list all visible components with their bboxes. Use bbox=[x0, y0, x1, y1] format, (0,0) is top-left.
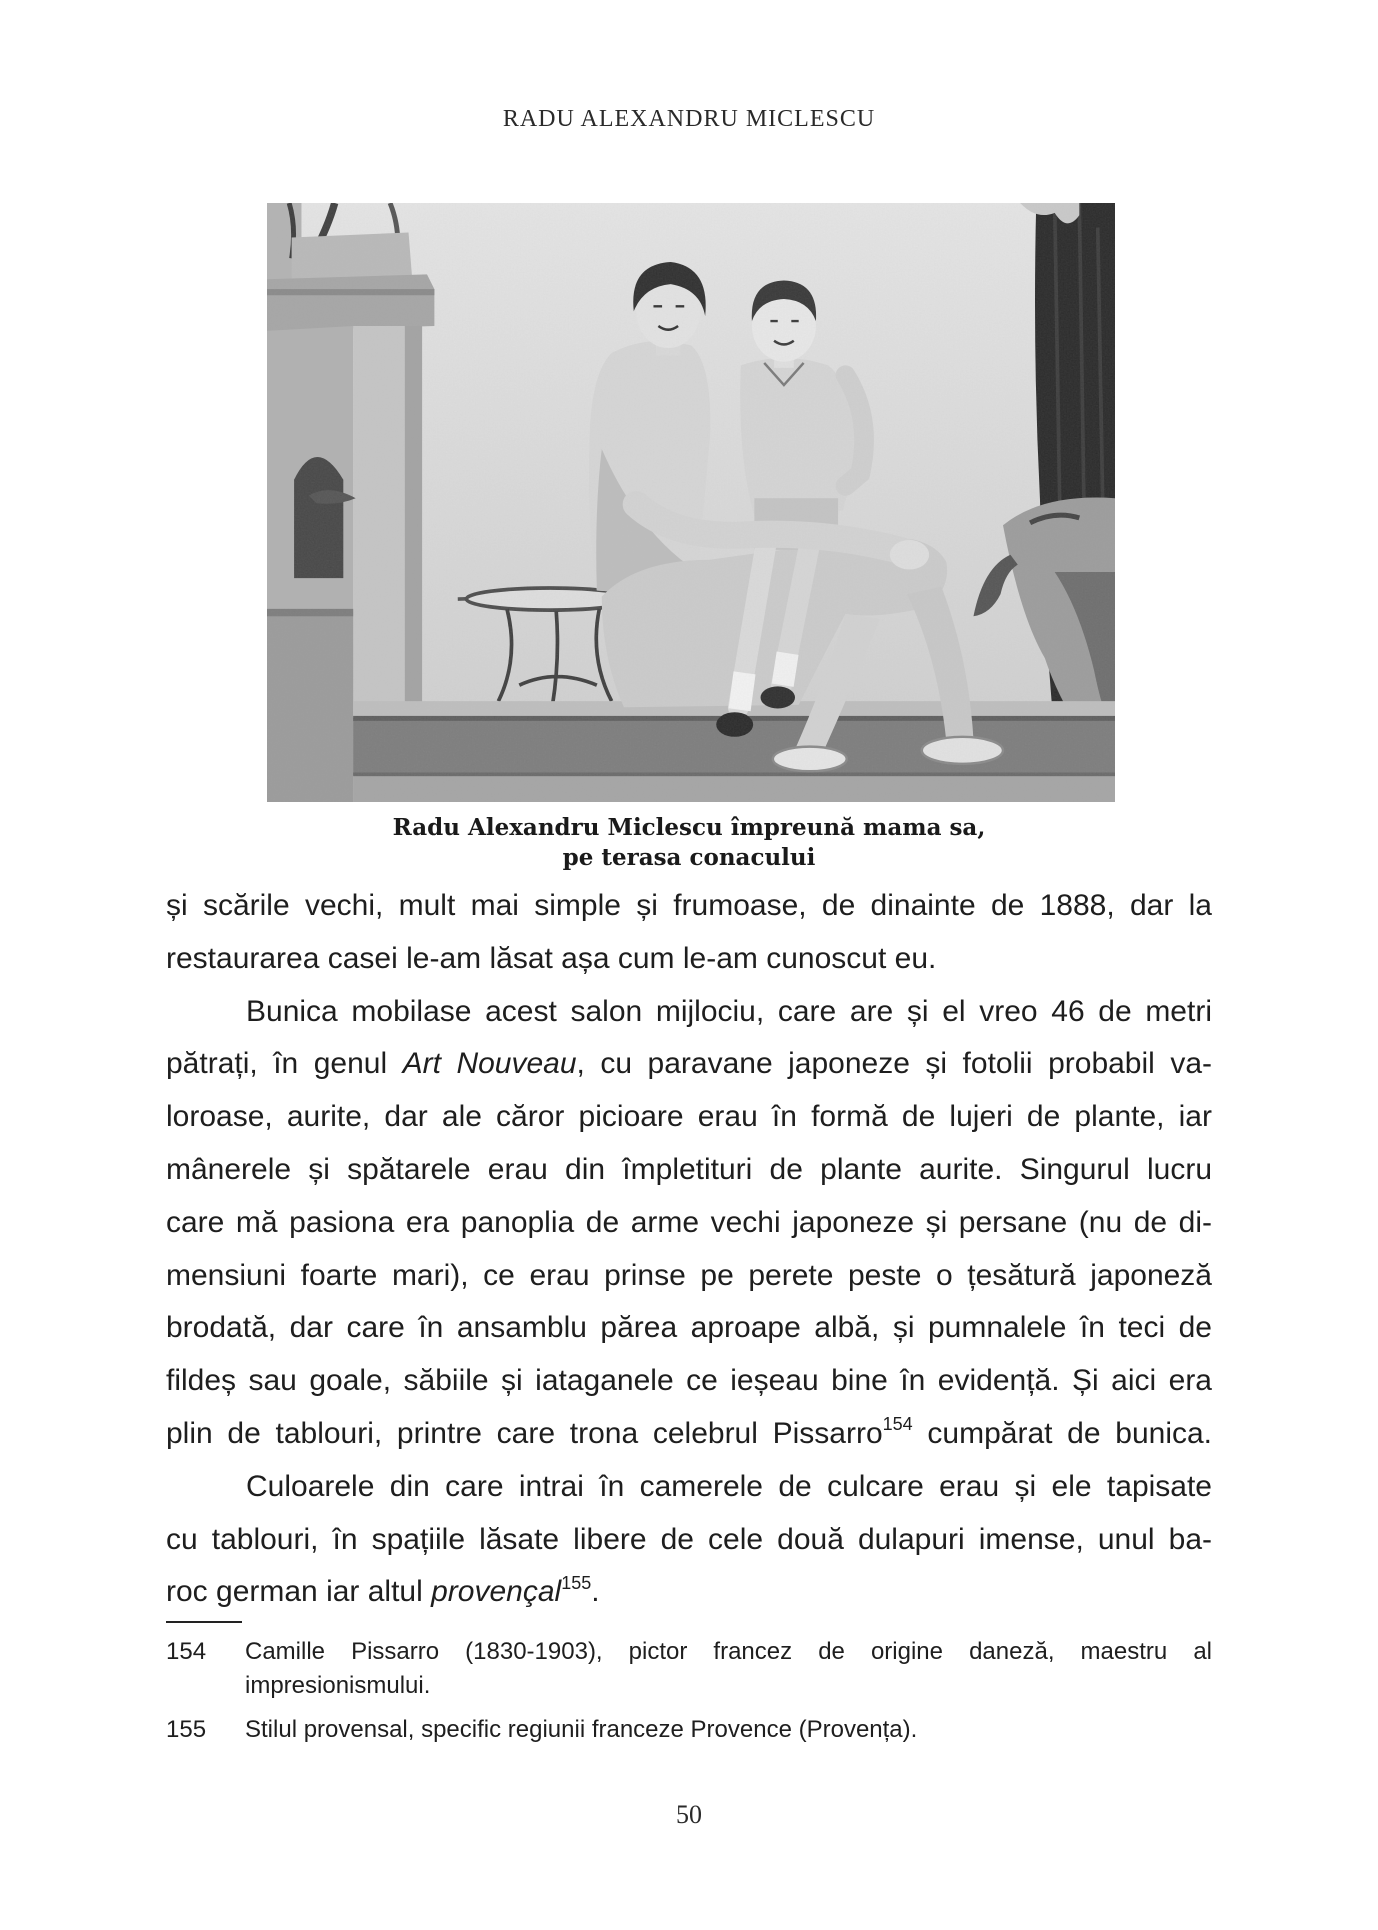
line-text: roc german iar altul bbox=[166, 1575, 432, 1609]
body-line bbox=[166, 1197, 1212, 1250]
line-text: cu tablouri, în spațiile lăsate libere de cele două dulapuri imense, unul ba- bbox=[166, 1522, 1212, 1556]
line-text: brodată, dar care în ansamblu părea aproape albă, și pumnalele în teci de bbox=[166, 1311, 1212, 1345]
line-text: loroase, aurite, dar ale căror picioare erau în formă de lujeri de plante, iar bbox=[166, 1100, 1212, 1134]
footnote-text bbox=[245, 1635, 1212, 1703]
body-line bbox=[166, 1302, 1212, 1355]
line-text: pătrați, în genul bbox=[166, 1047, 403, 1081]
line-text: restaurarea casei le-am lăsat așa cum le-am cunoscut eu. bbox=[166, 941, 937, 975]
italic-term: provençal bbox=[431, 1575, 562, 1609]
photo-grain bbox=[267, 203, 1115, 802]
body-line bbox=[166, 1038, 1212, 1091]
caption-line-1: Radu Alexandru Miclescu împreună mama sa, bbox=[392, 814, 986, 841]
body-line bbox=[166, 1514, 1212, 1567]
body-line bbox=[166, 1408, 1212, 1461]
line-text: plin de tablouri, printre care trona celebrul Pissarro bbox=[166, 1416, 883, 1450]
italic-term: Art Nouveau bbox=[402, 1047, 577, 1081]
caption-line-2: pe terasa conacului bbox=[562, 844, 816, 871]
footnote-line: impresionismului. bbox=[245, 1672, 431, 1699]
photo-caption bbox=[0, 813, 1378, 873]
footnote-ref-155[interactable]: 155 bbox=[561, 1572, 592, 1593]
footnote-line: Camille Pissarro (1830-1903), pictor francez de origine daneză, maestru al bbox=[245, 1638, 1212, 1665]
footnote-155 bbox=[166, 1713, 1212, 1747]
page-number: 50 bbox=[676, 1800, 702, 1829]
body-line bbox=[166, 1250, 1212, 1303]
body-line bbox=[166, 1566, 1212, 1619]
photo bbox=[267, 203, 1115, 802]
body-line bbox=[166, 933, 1212, 986]
footnote-line: Stilul provensal, specific regiunii franceze Provence (Provența). bbox=[245, 1716, 918, 1743]
running-head: RADU ALEXANDRU MICLESCU bbox=[502, 106, 876, 132]
line-text: fildeș sau goale, săbiile și iataganele ce ieșeau bine în evidență. Și aici era bbox=[166, 1364, 1212, 1398]
footnote-ref-154[interactable]: 154 bbox=[882, 1414, 913, 1435]
body-line bbox=[166, 986, 1212, 1039]
body-line bbox=[166, 1355, 1212, 1408]
body-line bbox=[166, 1144, 1212, 1197]
footnote-separator bbox=[166, 1621, 242, 1623]
line-text: , cu paravane japoneze și fotolii probabil va- bbox=[576, 1047, 1212, 1081]
footnote-text bbox=[245, 1713, 1212, 1747]
body-line bbox=[166, 1091, 1212, 1144]
body-line bbox=[166, 880, 1212, 933]
footnote-number: 154 bbox=[166, 1638, 207, 1665]
line-text: care mă pasiona era panoplia de arme vechi japoneze și persane (nu de di- bbox=[166, 1205, 1212, 1239]
line-text: cumpărat de bunica. bbox=[912, 1416, 1213, 1450]
footnote-154 bbox=[166, 1635, 1212, 1703]
line-text: și scările vechi, mult mai simple și frumoase, de dinainte de 1888, dar la bbox=[166, 889, 1212, 922]
body-line bbox=[166, 1461, 1212, 1514]
line-text: Bunica mobilase acest salon mijlociu, care are și el vreo 46 de metri bbox=[246, 994, 1212, 1028]
body-text bbox=[166, 880, 1212, 1619]
line-text: . bbox=[591, 1575, 600, 1609]
line-text: mensiuni foarte mari), ce erau prinse pe perete peste o țesătură japoneză bbox=[166, 1258, 1212, 1292]
line-text: mânerele și spătarele erau din împletituri de plante aurite. Singurul lucru bbox=[166, 1152, 1212, 1186]
line-text: Culoarele din care intrai în camerele de culcare erau și ele tapisate bbox=[246, 1469, 1212, 1503]
footnote-number: 155 bbox=[166, 1716, 207, 1743]
